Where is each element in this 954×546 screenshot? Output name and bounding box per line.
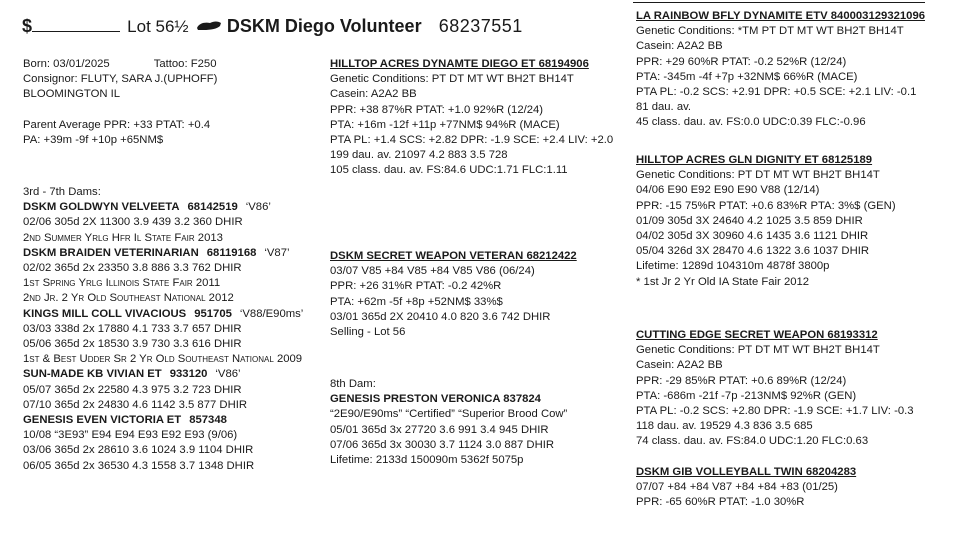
info-line: PPR: +26 31%R PTAT: -0.2 42%R (330, 280, 502, 293)
dam-title: DSKM SECRET WEAPON VETERAN 68212422 (330, 250, 577, 262)
info-line: PPR: +38 87%R PTAT: +1.0 92%R (12/24) (330, 103, 544, 116)
info-line: 03/07 V85 +84 V85 +84 V85 V86 (06/24) (330, 265, 535, 278)
info-line: PPR: -65 60%R PTAT: -1.0 30%R (636, 496, 805, 509)
parent-average: Parent Average PPR: +33 PTAT: +0.4 (23, 118, 211, 131)
info-line: 01/09 305d 3X 24640 4.2 1025 3.5 859 DHIR (636, 214, 863, 227)
right-block-4 (636, 465, 936, 511)
info-line: PPR: +29 60%R PTAT: -0.2 52%R (12/24) (636, 55, 847, 68)
dam-record-line: 03/06 365d 2x 28610 3.6 1024 3.9 1104 DHIR (23, 444, 254, 457)
info-line: “2E90/E90ms” “Certified” “Superior Brood Cow” (330, 408, 568, 421)
info-line: Lifetime: 1289d 104310m 4878f 3800p (636, 260, 830, 273)
info-line: PTA: -345m -4f +7p +32NM$ 66%R (MACE) (636, 70, 858, 83)
dam-record-line: 1st Spring Yrlg Illinois State Fair 2011 (23, 277, 221, 290)
dam-entry-title (23, 413, 328, 428)
price-blank (32, 16, 120, 32)
lot-number: Lot 56½ (127, 17, 189, 36)
dam-sire-title: CUTTING EDGE SECRET WEAPON 68193312 (636, 329, 878, 341)
grand-sire-title: HILLTOP ACRES GLN DIGNITY ET 68125189 (636, 154, 873, 166)
right-block-1 (636, 9, 936, 131)
tattoo: Tattoo: F250 (153, 58, 217, 70)
dam-classification: ‘V86’ (215, 368, 241, 381)
info-line: 74 class. dau. av. FS:84.0 UDC:1.20 FLC:0.63 (636, 435, 869, 448)
right-block-3 (636, 328, 936, 450)
eighth-dam-heading: 8th Dam: (330, 378, 376, 390)
consignor-location: BLOOMINGTON IL (23, 88, 121, 101)
dam-classification: ‘V86’ (245, 201, 271, 214)
lot-header (22, 15, 523, 38)
registration-number: 68237551 (438, 16, 523, 36)
dam-classification: ‘V87’ (264, 246, 290, 259)
info-line: 05/04 326d 3X 28470 4.6 1322 3.6 1037 DHIR (636, 245, 870, 258)
info-line: PTA: +16m -12f +11p +77NM$ 94%R (MACE) (330, 118, 560, 131)
dam-reg-number: 857348 (189, 414, 227, 427)
info-line: 05/01 365d 3x 27720 3.6 991 3.4 945 DHIR (330, 423, 549, 436)
info-line: 81 dau. av. (636, 101, 692, 114)
dam-record-line: 05/07 365d 2x 22580 4.3 975 3.2 723 DHIR (23, 383, 242, 396)
dam-entry-title (23, 200, 328, 215)
cow-icon (196, 20, 222, 37)
dam-record-line: 07/10 365d 2x 24830 4.6 1142 3.5 877 DHIR (23, 398, 248, 411)
info-line: PTA PL: -0.2 SCS: +2.80 DPR: -1.9 SCE: +1.7 LIV: -0.3 (636, 405, 914, 418)
price-dollar-sign: $ (22, 16, 33, 36)
dams-heading: 3rd - 7th Dams: (23, 186, 101, 198)
info-line: Genetic Conditions: PT DT MT WT BH2T BH14T (636, 344, 880, 357)
info-line: Genetic Conditions: *TM PT DT MT WT BH2T BH14T (636, 25, 904, 38)
info-line: 07/07 +84 +84 V87 +84 +84 +83 (01/25) (636, 481, 838, 494)
dam-record-line: 03/03 338d 2x 17880 4.1 733 3.7 657 DHIR (23, 322, 242, 335)
info-line: Casein: A2A2 BB (636, 359, 723, 372)
animal-name: DSKM Diego Volunteer (226, 16, 422, 36)
eighth-dam-block (330, 377, 630, 468)
second-dam-title: DSKM GIB VOLLEYBALL TWIN 68204283 (636, 466, 857, 478)
info-line: PTA: +62m -5f +8p +52NM$ 33%$ (330, 295, 503, 308)
dam-record-line: 10/08 “3E93” E94 E94 E93 E92 E93 (9/06) (23, 429, 238, 442)
info-line: 07/06 365d 3x 30030 3.7 1124 3.0 887 DHIR (330, 438, 555, 451)
sire-block (330, 57, 630, 179)
info-line: * 1st Jr 2 Yr Old IA State Fair 2012 (636, 275, 810, 288)
info-line: 03/01 365d 2X 20410 4.0 820 3.6 742 DHIR (330, 310, 551, 323)
dam-reg-number: 933120 (169, 368, 208, 381)
info-line: Casein: A2A2 BB (330, 88, 417, 101)
info-line: PTA: -686m -21f -7p -213NM$ 92%R (GEN) (636, 389, 857, 402)
info-line: PPR: -29 85%R PTAT: +0.6 89%R (12/24) (636, 374, 847, 387)
dam-record-line: 02/02 365d 2x 23350 3.8 886 3.3 762 DHIR (23, 262, 242, 275)
consignor: Consignor: FLUTY, SARA J.(UPHOFF) (23, 73, 218, 86)
info-line: 04/02 305d 3X 30960 4.6 1435 3.6 1121 DHIR (636, 230, 869, 243)
dam-reg-number: 68119168 (206, 246, 257, 259)
info-line: Selling - Lot 56 (330, 326, 406, 339)
dam-record-line: 2nd Jr. 2 Yr Old Southeast National 2012 (23, 292, 234, 305)
dam-entry-title (23, 246, 328, 261)
info-line: 199 dau. av. 21097 4.2 883 3.5 728 (330, 149, 508, 162)
info-line: Casein: A2A2 BB (636, 40, 723, 53)
animal-info (23, 57, 323, 148)
right-block-2 (636, 153, 936, 290)
dam-record-line: 02/06 305d 2X 11300 3.9 439 3.2 360 DHIR (23, 216, 243, 229)
info-line: PTA PL: +1.4 SCS: +2.82 DPR: -1.9 SCE: +2.4 LIV: +2.0 (330, 134, 614, 147)
pa-values: PA: +39m -9f +10p +65NM$ (23, 133, 164, 146)
born-date: Born: 03/01/2025 (23, 58, 110, 70)
info-line: 45 class. dau. av. FS:0.0 UDC:0.39 FLC:-0.96 (636, 116, 866, 129)
info-line: Genetic Conditions: PT DT MT WT BH2T BH14T (636, 169, 880, 182)
info-line: Lifetime: 2133d 150090m 5362f 5075p (330, 454, 524, 467)
dam-name: GENESIS EVEN VICTORIA ET (23, 414, 182, 427)
info-line: PTA PL: -0.2 SCS: +2.91 DPR: +0.5 SCE: +2.1 LIV: -0.1 (636, 86, 917, 99)
dam-name: KINGS MILL COLL VIVACIOUS (23, 307, 187, 320)
info-line: PPR: -15 75%R PTAT: +0.6 83%R PTA: 3%$ (GEN) (636, 199, 896, 212)
top-rule (633, 2, 925, 3)
dams-section (23, 185, 328, 474)
dam-name: DSKM GOLDWYN VELVEETA (23, 201, 180, 214)
dam-record-line: 2nd Summer Yrlg Hfr Il State Fair 2013 (23, 231, 223, 244)
dam-classification: ‘V88/E90ms’ (239, 307, 304, 320)
dam-record-line: 06/05 365d 2x 36530 4.3 1558 3.7 1348 DHIR (23, 459, 255, 472)
dam-record-line: 1st & Best Udder Sr 2 Yr Old Southeast National 2009 (23, 353, 303, 366)
dam-entry-title (23, 367, 328, 382)
dam-entry-title (23, 307, 328, 322)
maternal-dam-title: LA RAINBOW BFLY DYNAMITE ETV 840003129321096 (636, 10, 926, 22)
dam-reg-number: 951705 (194, 307, 232, 320)
eighth-dam-name: GENESIS PRESTON VERONICA 837824 (330, 393, 541, 406)
sire-title: HILLTOP ACRES DYNAMTE DIEGO ET 68194906 (330, 58, 589, 70)
info-line: 118 dau. av. 19529 4.3 836 3.5 685 (636, 420, 813, 433)
info-line: Genetic Conditions: PT DT MT WT BH2T BH14T (330, 73, 574, 86)
info-line: 04/06 E90 E92 E90 E90 V88 (12/14) (636, 184, 820, 197)
dam-record-line: 05/06 365d 2x 18530 3.9 730 3.3 616 DHIR (23, 338, 242, 351)
dam-name: DSKM BRAIDEN VETERINARIAN (23, 246, 199, 259)
dam-reg-number: 68142519 (187, 201, 238, 214)
info-line: 105 class. dau. av. FS:84.6 UDC:1.71 FLC:1.11 (330, 164, 568, 177)
dam-block (330, 249, 630, 340)
dam-name: SUN-MADE KB VIVIAN ET (23, 368, 162, 381)
